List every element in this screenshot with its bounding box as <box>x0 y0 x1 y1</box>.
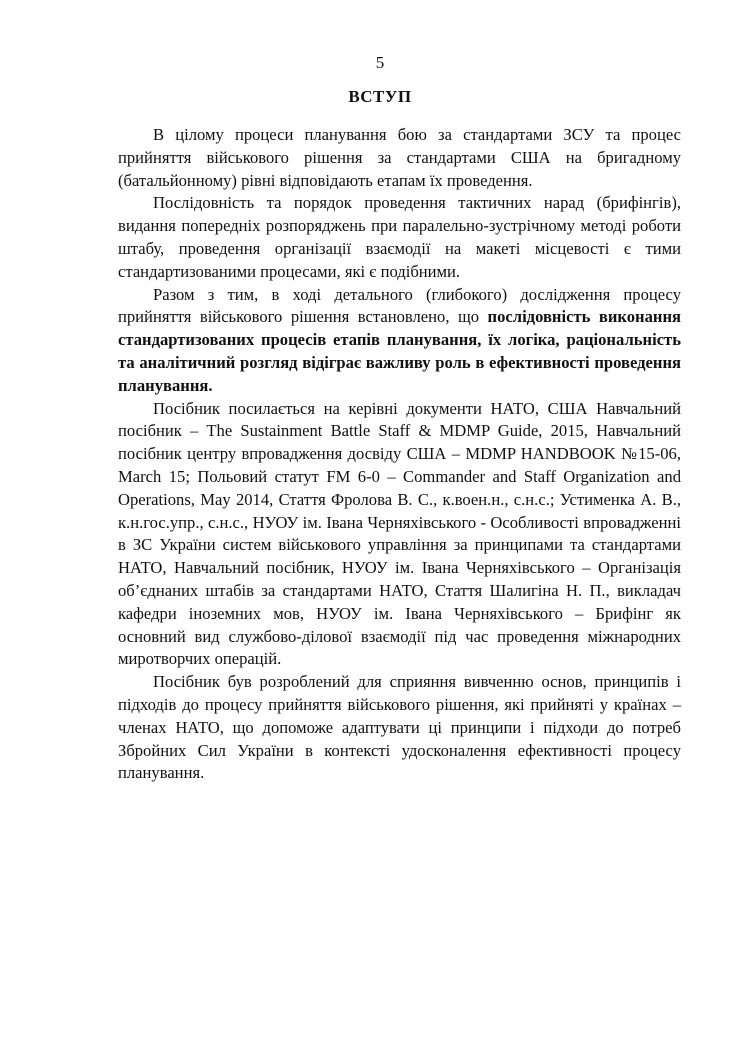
paragraph-5: Посібник був розроблений для сприяння вивченню основ, принципів і підходів до процесу прийняття військового рішення, які прийняті у країнах – членах НАТО, що допоможе адаптувати ці принципи і підходи до потреб Збройних Сил України в контексті удосконалення ефективності процесу планування. <box>118 672 681 783</box>
paragraph-3-text: Разом з тим, в ході детального (глибокого) дослідження процесу прийняття військового рішення встановлено, що <box>118 284 681 327</box>
paragraph-3-bold-text: послідовність виконання стандартизованих процесів етапів планування, їх логіка, раціональність та аналітичний розгляд відіграє важливу роль в ефективності проведення планування. <box>118 307 681 395</box>
paragraph-3 <box>118 284 681 398</box>
body-text <box>118 124 681 785</box>
section-title: ВСТУП <box>348 87 412 106</box>
paragraph-1: В цілому процеси планування бою за стандартами ЗСУ та процес прийняття військового рішення за стандартами США на бригадному (батальйонному) рівні відповідають етапам їх проведення. <box>118 125 681 190</box>
page-number: 5 <box>375 53 385 72</box>
paragraph-2: Послідовність та порядок проведення тактичних нарад (брифінгів), видання попередніх розпоряджень при паралельно-зустрічному методі роботи штабу, проведення організації взаємодії на макеті місцевості є тими стандартизованими процесами, які є подібними. <box>118 193 681 281</box>
paragraph-4: Посібник посилається на керівні документи НАТО, США Навчальний посібник – The Sustainment Battle Staff & MDMP Guide, 2015, Навчальний посібник центру впровадження досвіду США – MDMP HANDBOOK №15-06, March 15; Польовий статут FM 6-0 – Commander and Staff Organization and Operations, May 2014, Стаття Фролова В. С., к.воен.н., с.н.с.; Устименка А. В., к.н.гос.упр., с.н.с., НУОУ ім. Івана Черняхівського - Особливості впровадженні в ЗС України систем військового управління за принципами та стандартами НАТО, Навчальний посібник, НУОУ ім. Івана Черняхівського – Організація об’єднаних штабів за стандартами НАТО, Стаття Шалигіна Н. П., викладач кафедри іноземних мов, НУОУ ім. Івана Черняхівського – Брифінг як основний вид службово-ділової взаємодії під час проведення міжнародних миротворчих операцій. <box>118 398 681 669</box>
